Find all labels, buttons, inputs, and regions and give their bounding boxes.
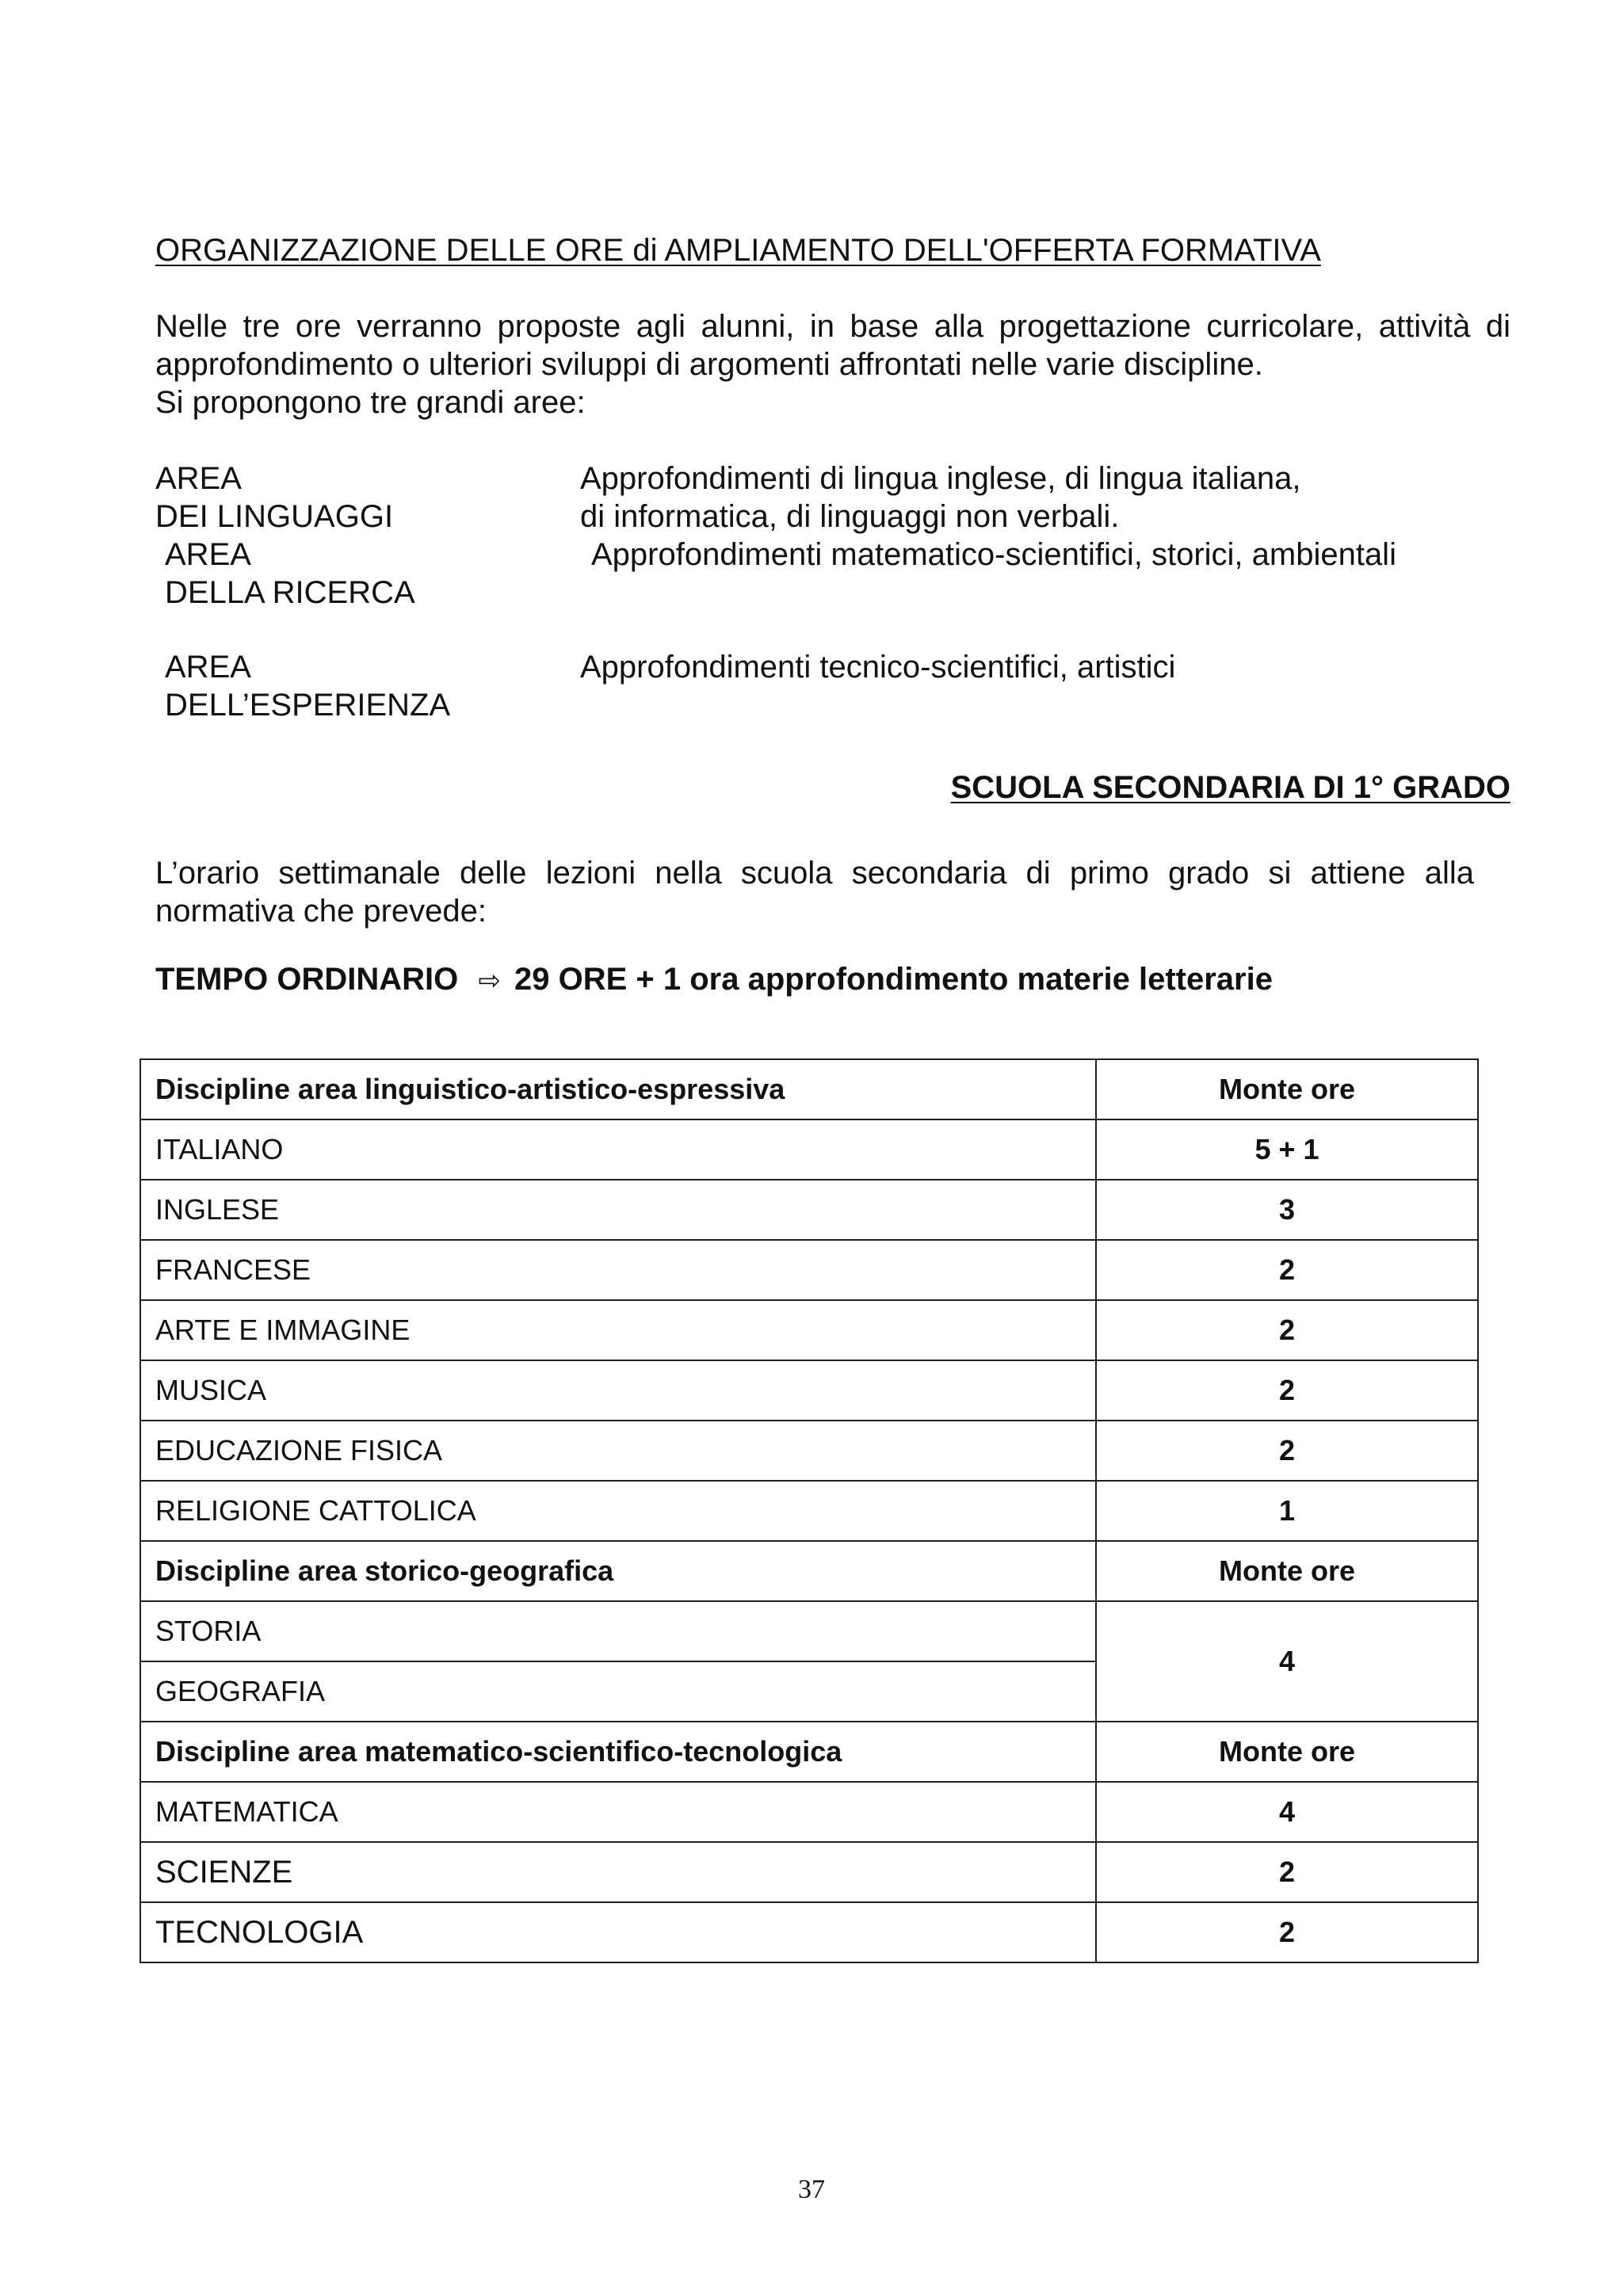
subject-cell: TECNOLOGIA xyxy=(140,1902,1096,1962)
table-row xyxy=(140,1421,1478,1481)
subject-cell: MATEMATICA xyxy=(140,1782,1096,1842)
hours-cell: 2 xyxy=(1096,1842,1478,1902)
subject-cell: INGLESE xyxy=(140,1180,1096,1240)
subject-cell: SCIENZE xyxy=(140,1842,1096,1902)
hours-cell: 2 xyxy=(1096,1902,1478,1962)
hours-cell: 2 xyxy=(1096,1360,1478,1421)
table-row xyxy=(140,1842,1478,1902)
intro-line-2: approfondimento o ulteriori sviluppi di argomenti affrontati nelle varie discipline. xyxy=(155,347,1263,382)
table-section-header xyxy=(140,1059,1478,1119)
area-name: DEI LINGUAGGI xyxy=(155,499,394,534)
table-row xyxy=(140,1300,1478,1360)
hours-cell: 4 xyxy=(1096,1782,1478,1842)
table-row xyxy=(140,1782,1478,1842)
hours-cell: 2 xyxy=(1096,1300,1478,1360)
tempo-label: TEMPO ORDINARIO xyxy=(155,962,459,997)
intro-line-1: Nelle tre ore verranno proposte agli alunni, in base alla progettazione curricolare, attività di xyxy=(155,309,1510,344)
section-header-label: Discipline area storico-geografica xyxy=(140,1541,1096,1601)
table-row xyxy=(140,1119,1478,1180)
table-section-header xyxy=(140,1722,1478,1782)
subject-cell: FRANCESE xyxy=(140,1240,1096,1300)
hours-cell: 3 xyxy=(1096,1180,1478,1240)
page-number: 37 xyxy=(798,2175,825,2204)
area-name: DELL’ESPERIENZA xyxy=(165,688,451,723)
hours-cell: 2 xyxy=(1096,1421,1478,1481)
area-name: AREA xyxy=(165,537,251,572)
school-title: SCUOLA SECONDARIA DI 1° GRADO xyxy=(950,770,1510,805)
subject-cell: STORIA xyxy=(140,1601,1096,1661)
schedule-line-2: normativa che prevede: xyxy=(155,894,487,929)
subject-cell: EDUCAZIONE FISICA xyxy=(140,1421,1096,1481)
subject-cell: ARTE E IMMAGINE xyxy=(140,1300,1096,1360)
area-description: Approfondimenti di lingua inglese, di lingua italiana, xyxy=(580,461,1301,496)
monte-ore-header: Monte ore xyxy=(1096,1722,1478,1782)
subject-cell: ITALIANO xyxy=(140,1119,1096,1180)
arrow-right-icon: ⇨ xyxy=(478,965,501,997)
hours-cell-combined: 4 xyxy=(1096,1601,1478,1722)
section-header-label: Discipline area matematico-scientifico-tecnologica xyxy=(140,1722,1096,1782)
table-row xyxy=(140,1481,1478,1541)
hours-cell: 1 xyxy=(1096,1481,1478,1541)
table-row xyxy=(140,1240,1478,1300)
section-header-label: Discipline area linguistico-artistico-espressiva xyxy=(140,1059,1096,1119)
table-row xyxy=(140,1360,1478,1421)
tempo-ordinario xyxy=(155,960,1273,1000)
area-name: AREA xyxy=(155,461,242,496)
schedule-line-1: L’orario settimanale delle lezioni nella scuola secondaria di primo grado si attiene alla xyxy=(155,856,1474,891)
table-section-header xyxy=(140,1541,1478,1601)
area-description: Approfondimenti tecnico-scientifici, artistici xyxy=(580,650,1176,685)
monte-ore-header: Monte ore xyxy=(1096,1541,1478,1601)
subject-cell: RELIGIONE CATTOLICA xyxy=(140,1481,1096,1541)
tempo-value: 29 ORE + 1 ora approfondimento materie letterarie xyxy=(514,962,1273,997)
table-row xyxy=(140,1180,1478,1240)
subject-cell: MUSICA xyxy=(140,1360,1096,1421)
table-row xyxy=(140,1601,1478,1661)
intro-line-3: Si propongono tre grandi aree: xyxy=(155,385,586,420)
monte-ore-header: Monte ore xyxy=(1096,1059,1478,1119)
hours-cell: 5 + 1 xyxy=(1096,1119,1478,1180)
hours-cell: 2 xyxy=(1096,1240,1478,1300)
area-description: Approfondimenti matematico-scientifici, storici, ambientali xyxy=(591,537,1396,572)
section-heading: ORGANIZZAZIONE DELLE ORE di AMPLIAMENTO DELL'OFFERTA FORMATIVA xyxy=(155,233,1321,268)
subject-cell: GEOGRAFIA xyxy=(140,1661,1096,1722)
hours-table xyxy=(139,1058,1479,1963)
area-name: AREA xyxy=(165,650,251,685)
table-row xyxy=(140,1902,1478,1962)
area-name: DELLA RICERCA xyxy=(165,575,415,610)
area-description: di informatica, di linguaggi non verbali. xyxy=(580,499,1120,534)
